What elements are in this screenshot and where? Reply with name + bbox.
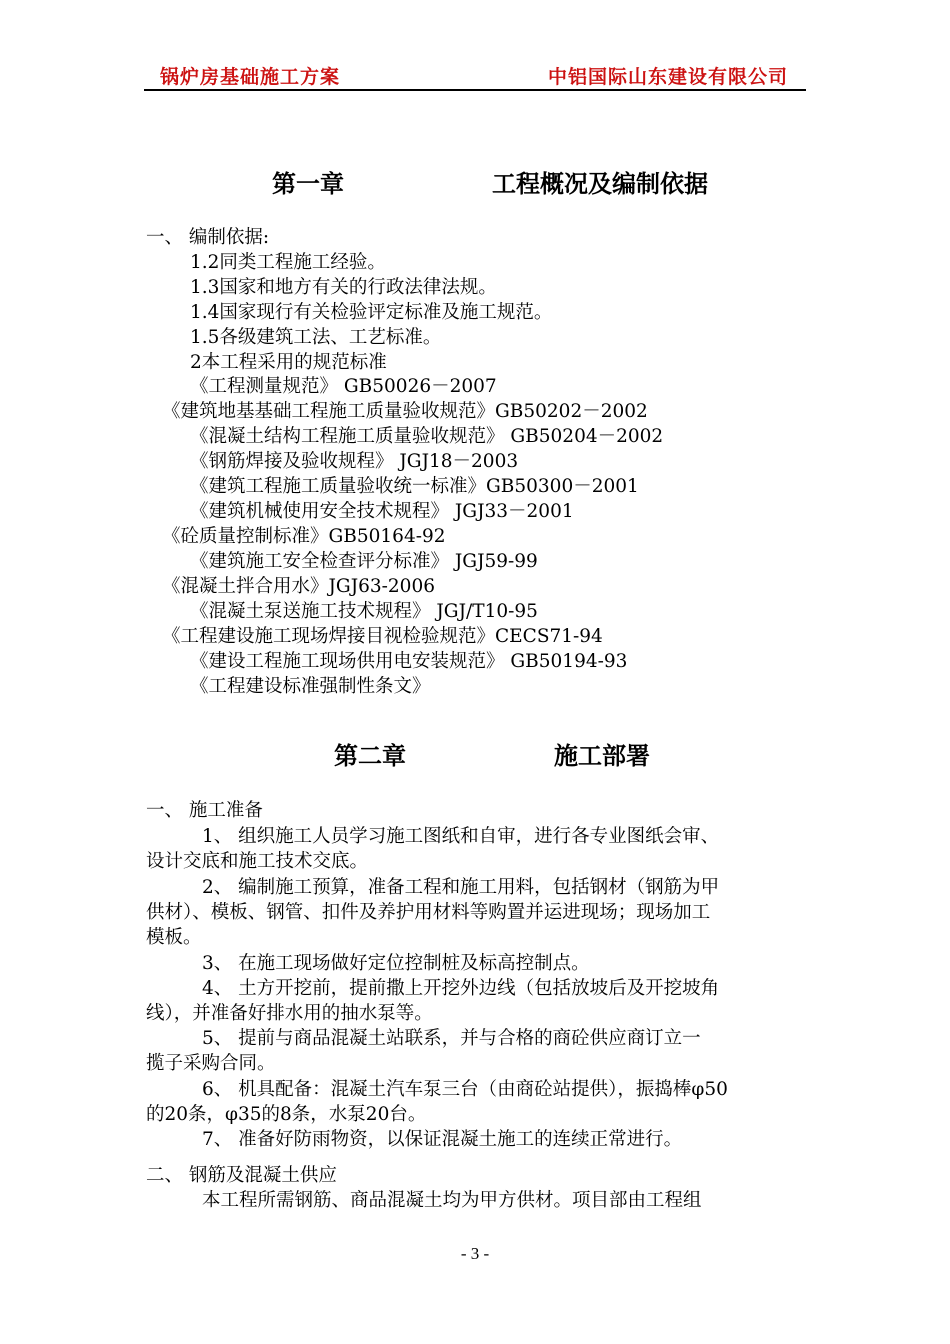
standard-item: 《建筑工程施工质量验收统一标准》GB50300－2001: [190, 476, 639, 497]
prep-heading: 一、 施工准备: [146, 800, 263, 821]
prep-line: 的20条，φ35的8条，水泵20台。: [146, 1104, 427, 1125]
standard-item: 《工程建设施工现场焊接目视检验规范》CECS71-94: [162, 626, 603, 647]
supply-line: 本工程所需钢筋、商品混凝土均为甲方供材。项目部由工程组: [202, 1190, 702, 1211]
header-divider: [144, 89, 806, 91]
section1-item: 1.4国家现行有关检验评定标准及施工规范。: [190, 302, 553, 323]
standard-item: 《混凝土泵送施工技术规程》 JGJ/T10-95: [190, 601, 538, 622]
prep-line: 4、 土方开挖前，提前撒上开挖外边线（包括放坡后及开挖坡角: [202, 978, 720, 999]
prep-line: 供材）、模板、钢管、扣件及养护用材料等购置并运进现场；现场加工: [146, 902, 711, 923]
prep-line: 5、 提前与商品混凝土站联系，并与合格的商砼供应商订立一: [202, 1028, 701, 1049]
prep-line: 模板。: [146, 927, 202, 948]
header-document-title: 锅炉房基础施工方案: [160, 66, 341, 88]
prep-line: 2、 编制施工预算，准备工程和施工用料，包括钢材（钢筋为甲: [202, 877, 720, 898]
standard-item: 《砼质量控制标准》GB50164-92: [162, 526, 446, 547]
section1-item: 1.5各级建筑工法、工艺标准。: [190, 327, 442, 348]
prep-line: 1、 组织施工人员学习施工图纸和自审，进行各专业图纸会审、: [202, 826, 720, 847]
section1-item: 1.3国家和地方有关的行政法律法规。: [190, 277, 497, 298]
prep-line: 3、 在施工现场做好定位控制桩及标高控制点。: [202, 953, 590, 974]
supply-heading: 二、 钢筋及混凝土供应: [146, 1165, 337, 1186]
standard-item: 《混凝土拌合用水》JGJ63-2006: [162, 576, 435, 597]
section1-heading: 一、 编制依据:: [146, 227, 270, 248]
prep-line: 设计交底和施工技术交底。: [146, 851, 369, 872]
standard-item: 《混凝土结构工程施工质量验收规范》 GB50204－2002: [190, 426, 664, 447]
standard-item: 《钢筋焊接及验收规程》 JGJ18－2003: [190, 451, 519, 472]
chapter2-title: 施工部署: [554, 742, 650, 770]
standard-item: 《建筑机械使用安全技术规程》 JGJ33－2001: [190, 501, 574, 522]
standard-item: 《建筑地基基础工程施工质量验收规范》GB50202－2002: [162, 401, 648, 422]
prep-line: 揽子采购合同。: [146, 1053, 276, 1074]
prep-line: 7、 准备好防雨物资，以保证混凝土施工的连续正常进行。: [202, 1129, 683, 1150]
standard-item: 《工程建设标准强制性条文》: [190, 676, 431, 697]
page-number: - 3 -: [460, 1244, 490, 1263]
standard-item: 《建设工程施工现场供用电安装规范》 GB50194-93: [190, 651, 628, 672]
header-company-name: 中铝国际山东建设有限公司: [547, 66, 788, 88]
section1-item: 2本工程采用的规范标准: [190, 352, 387, 373]
section1-item: 1.2同类工程施工经验。: [190, 252, 386, 273]
chapter2-number: 第二章: [334, 742, 406, 770]
prep-line: 6、 机具配备：混凝土汽车泵三台（由商砼站提供），振捣棒φ50: [202, 1079, 728, 1100]
chapter1-title: 工程概况及编制依据: [492, 170, 708, 198]
chapter1-number: 第一章: [272, 170, 344, 198]
standard-item: 《建筑施工安全检查评分标准》 JGJ59-99: [190, 551, 538, 572]
prep-line: 线），并准备好排水用的抽水泵等。: [146, 1003, 433, 1024]
standard-item: 《工程测量规范》 GB50026－2007: [190, 376, 497, 397]
